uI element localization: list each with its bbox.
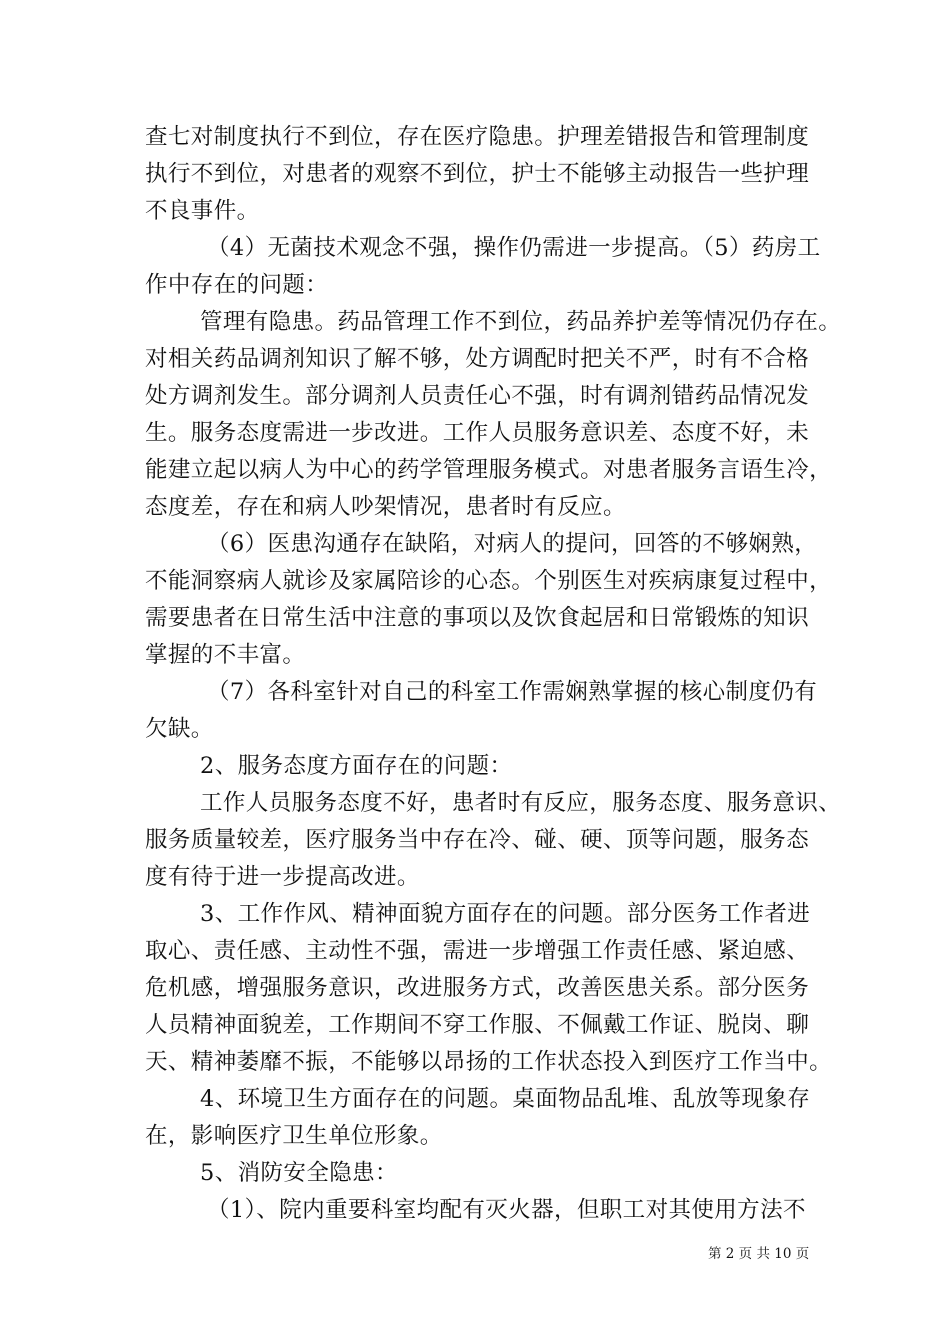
text-line: 生。服务态度需进一步改进。工作人员服务意识差、态度不好，未 [145, 420, 810, 446]
text-line: （6）医患沟通存在缺陷，对病人的提问，回答的不够娴熟， [207, 531, 818, 557]
page-number-footer: 第 2 页 共 10 页 [708, 1246, 810, 1262]
text-line: 不良事件。 [145, 198, 260, 224]
text-line: 处方调剂发生。部分调剂人员责任心不强，时有调剂错药品情况发 [145, 383, 810, 409]
text-line: 人员精神面貌差，工作期间不穿工作服、不佩戴工作证、脱岗、聊 [145, 1012, 810, 1038]
text-line: 度有待于进一步提高改进。 [145, 864, 420, 890]
text-line: 服务质量较差，医疗服务当中存在冷、碰、硬、顶等问题，服务态 [145, 827, 810, 853]
text-line: 作中存在的问题： [145, 272, 329, 298]
text-line: 对相关药品调剂知识了解不够，处方调配时把关不严，时有不合格 [145, 346, 810, 372]
text-line: 取心、责任感、主动性不强，需进一步增强工作责任感、紧迫感、 [145, 938, 810, 964]
text-line: 天、精神萎靡不振，不能够以昂扬的工作状态投入到医疗工作当中。 [145, 1049, 833, 1075]
text-line: （7）各科室针对自己的科室工作需娴熟掌握的核心制度仍有 [207, 679, 818, 705]
text-line: 掌握的不丰富。 [145, 642, 306, 668]
text-line: 危机感，增强服务意识，改进服务方式，改善医患关系。部分医务 [145, 975, 810, 1001]
text-line: 需要患者在日常生活中注意的事项以及饮食起居和日常锻炼的知识 [145, 605, 810, 631]
text-line: （1）、院内重要科室均配有灭火器，但职工对其使用方法不 [207, 1197, 806, 1223]
text-line: 查七对制度执行不到位，存在医疗隐患。护理差错报告和管理制度 [145, 124, 810, 150]
text-line: 管理有隐患。药品管理工作不到位，药品养护差等情况仍存在。 [200, 309, 842, 335]
text-line: 欠缺。 [145, 716, 214, 742]
text-line: 5、消防安全隐患： [200, 1160, 398, 1186]
text-line: 执行不到位，对患者的观察不到位，护士不能够主动报告一些护理 [145, 161, 810, 187]
text-line: 4、环境卫生方面存在的问题。桌面物品乱堆、乱放等现象存 [200, 1086, 811, 1112]
text-line: 2、服务态度方面存在的问题： [200, 753, 513, 779]
text-line: 能建立起以病人为中心的药学管理服务模式。对患者服务言语生冷， [145, 457, 833, 483]
text-line: 工作人员服务态度不好，患者时有反应，服务态度、服务意识、 [200, 790, 842, 816]
text-line: 3、工作作风、精神面貌方面存在的问题。部分医务工作者进 [200, 901, 811, 927]
text-line: 态度差，存在和病人吵架情况，患者时有反应。 [145, 494, 626, 520]
text-line: 不能洞察病人就诊及家属陪诊的心态。个别医生对疾病康复过程中， [145, 568, 833, 594]
text-line: （4）无菌技术观念不强，操作仍需进一步提高。（5）药房工 [207, 235, 821, 261]
text-line: 在，影响医疗卫生单位形象。 [145, 1123, 443, 1149]
